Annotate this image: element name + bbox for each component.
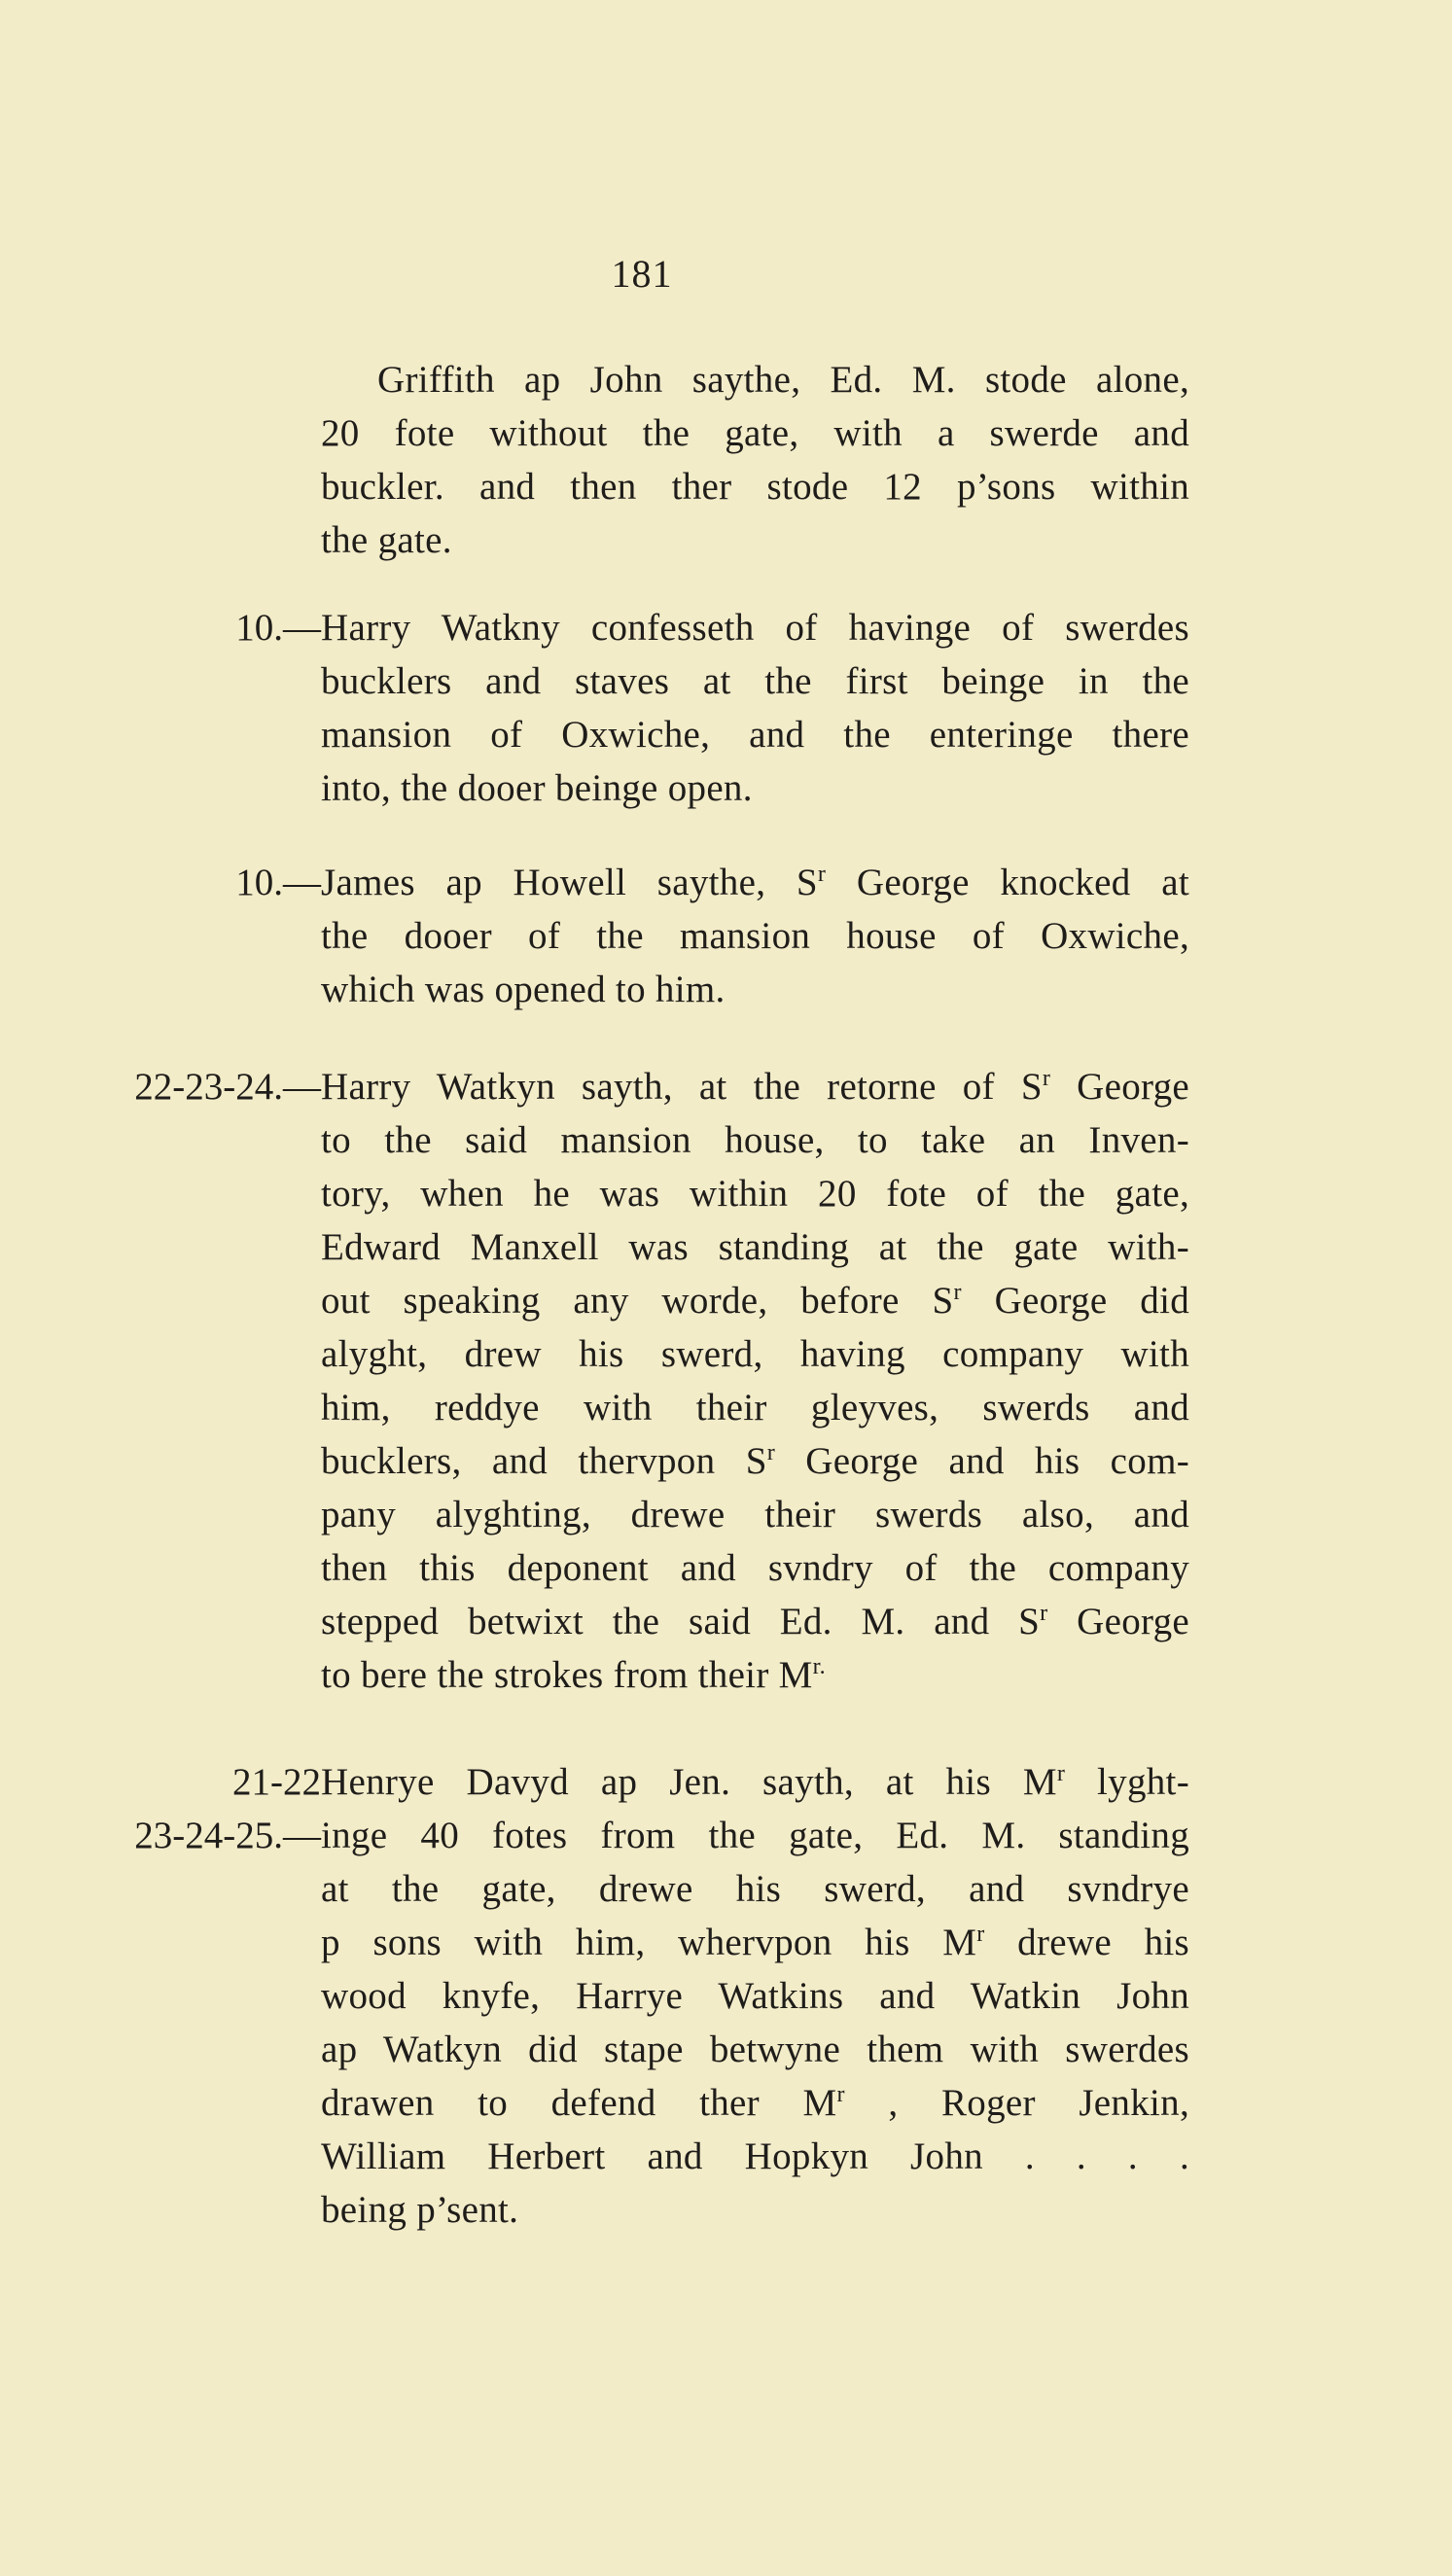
entry-line: inge 40 fotes from the gate, Ed. M. standing [321, 1815, 1189, 1856]
entry-line: wood knyfe, Harrye Watkins and Watkin John [321, 1975, 1189, 2017]
superscript: r [1056, 1761, 1066, 1786]
entry-line: into, the dooer beinge open. [321, 767, 753, 809]
entry-line: the dooer of the mansion house of Oxwiche, [321, 915, 1189, 957]
entry-line: him, reddye with their gleyves, swerds and [321, 1387, 1189, 1429]
entry-line: ap Watkyn did stape betwyne them with swerdes [321, 2029, 1189, 2070]
line-text: to bere the strokes from their M [321, 1654, 813, 1696]
entry-line: to the said mansion house, to take an Inven- [321, 1119, 1189, 1161]
entry-line [321, 1439, 1189, 1483]
line-text: George and his com- [775, 1440, 1190, 1482]
entry-line: then this deponent and svndry of the company [321, 1547, 1189, 1589]
superscript: r [1042, 1066, 1051, 1091]
entry-number: 23-24-25.— [134, 1815, 321, 1856]
line-text: lyght- [1065, 1761, 1189, 1803]
superscript: r. [812, 1654, 826, 1679]
entry-line [321, 1600, 1189, 1643]
entry-line: at the gate, drewe his swerd, and svndrye [321, 1868, 1189, 1910]
entry-number: 21-22 [232, 1761, 321, 1803]
entry-line [321, 861, 1189, 904]
entry-line: Griffith ap John saythe, Ed. M. stode alone, [377, 359, 1189, 401]
entry-number: 10.— [235, 862, 321, 903]
entry-line [321, 1065, 1189, 1109]
line-text: bucklers, and thervpon S [321, 1440, 767, 1482]
line-text: George [1050, 1066, 1189, 1108]
entry-line: Edward Manxell was standing at the gate with- [321, 1226, 1189, 1268]
line-text: James ap Howell saythe, S [321, 862, 818, 903]
superscript: r [766, 1440, 775, 1465]
line-text: stepped betwixt the said Ed. M. and S [321, 1601, 1041, 1642]
line-text: Harry Watkyn sayth, at the retorne of S [321, 1066, 1043, 1108]
entry-line [321, 1279, 1189, 1323]
entry-line: alyght, drew his swerd, having company with [321, 1333, 1189, 1375]
superscript: r [953, 1280, 962, 1305]
entry-line [321, 2081, 1189, 2125]
line-text: drewe his [984, 1922, 1189, 1963]
line-text: George [1047, 1601, 1189, 1642]
entry-line: buckler. and then ther stode 12 p’sons within [321, 466, 1189, 508]
superscript: r [1040, 1601, 1048, 1626]
entry-line [321, 1760, 1189, 1804]
superscript: r [836, 2082, 845, 2107]
entry-number: 10.— [235, 607, 321, 649]
line-text: Henrye Davyd ap Jen. sayth, at his M [321, 1761, 1057, 1803]
line-text: out speaking any worde, before S [321, 1280, 954, 1322]
entry-line: bucklers and staves at the first beinge in the [321, 660, 1189, 702]
superscript: r [976, 1922, 985, 1947]
entry-line [321, 1653, 1189, 1697]
line-text: , Roger Jenkin, [844, 2082, 1189, 2124]
entry-line: mansion of Oxwiche, and the enteringe there [321, 714, 1189, 756]
line-text: George knocked at [826, 862, 1189, 903]
entry-number: 22-23-24.— [134, 1066, 321, 1108]
entry-line: tory, when he was within 20 fote of the gate, [321, 1173, 1189, 1215]
entry-line: which was opened to him. [321, 969, 726, 1010]
entry-line [321, 1921, 1189, 1964]
entry-line: Harry Watkny confesseth of havinge of swerdes [321, 607, 1189, 649]
entry-line: being p’sent. [321, 2189, 519, 2231]
entry-line: William Herbert and Hopkyn John . . . . [321, 2135, 1189, 2177]
line-text: George did [961, 1280, 1190, 1322]
entry-line: pany alyghting, drewe their swerds also, and [321, 1494, 1189, 1535]
line-text: p sons with him, whervpon his M [321, 1922, 977, 1963]
superscript: r [817, 862, 827, 887]
page-number: 181 [611, 252, 673, 296]
entry-line: 20 fote without the gate, with a swerde and [321, 412, 1189, 454]
entry-line: the gate. [321, 519, 452, 561]
line-text: drawen to defend ther M [321, 2082, 837, 2124]
